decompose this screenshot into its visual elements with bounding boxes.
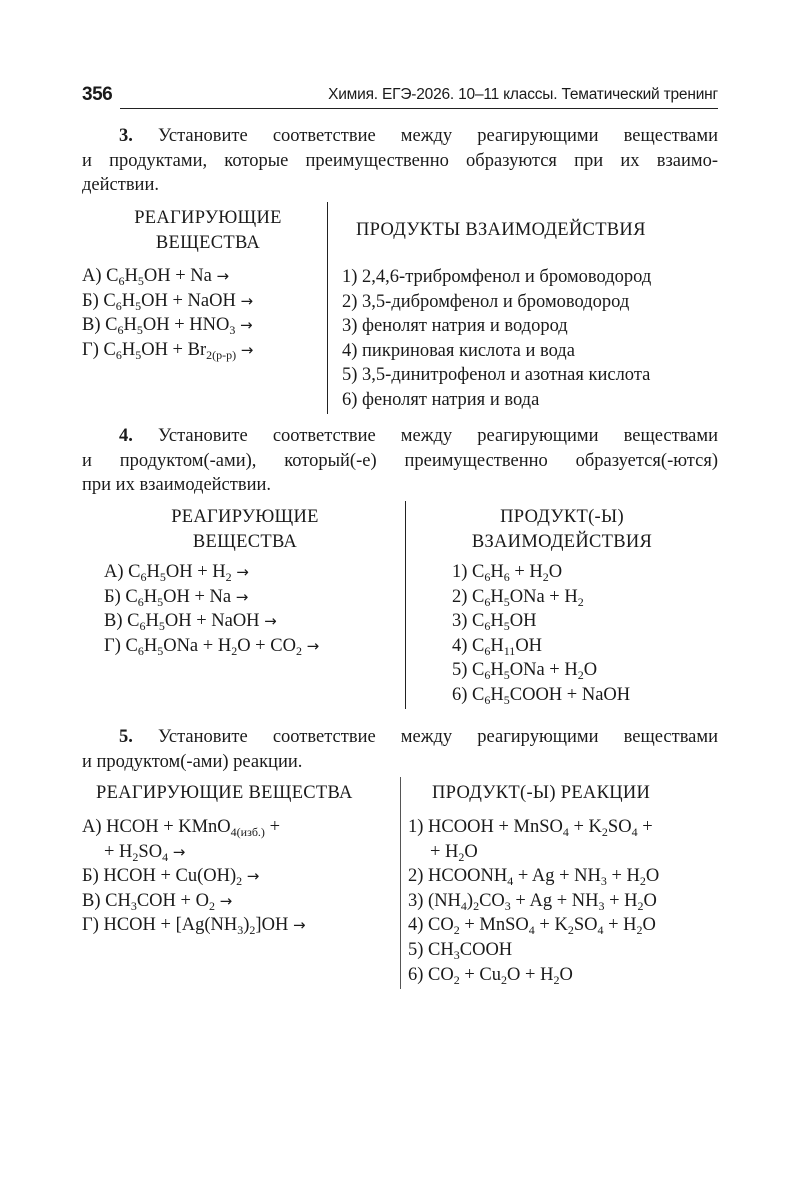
formula-text: OH + NaOH bbox=[164, 611, 265, 632]
subscript: 5 bbox=[137, 274, 144, 288]
task-3-table bbox=[82, 204, 718, 414]
task-4-prompt bbox=[82, 424, 718, 498]
task-prompt-line: при их взаимодействии. bbox=[82, 475, 272, 495]
formula-text: 2) HCOONH bbox=[408, 866, 508, 887]
formula-text: H bbox=[490, 635, 504, 656]
formula-text: O bbox=[645, 866, 660, 887]
task-prompt-line: 4. Установите соответствие между реагирующими веществами bbox=[119, 426, 719, 446]
subscript: 6 bbox=[137, 643, 144, 658]
subscript: 4 bbox=[507, 874, 514, 889]
formula-text: + H bbox=[603, 915, 637, 936]
task-number: 5. bbox=[119, 727, 133, 747]
page-header bbox=[82, 84, 718, 110]
formula-text: H bbox=[143, 586, 158, 607]
list-item bbox=[82, 289, 328, 314]
column-divider bbox=[405, 501, 406, 709]
subscript: 2 bbox=[553, 972, 560, 987]
formula-text: COOH bbox=[459, 939, 513, 960]
formula-text: 4) C bbox=[452, 635, 485, 656]
formula-text: ) bbox=[466, 890, 474, 911]
subscript: 6 bbox=[115, 347, 122, 362]
list-item bbox=[104, 585, 404, 610]
task-number: 3. bbox=[119, 126, 133, 146]
list-item bbox=[342, 388, 718, 413]
formula-text: CO bbox=[479, 890, 505, 911]
task-prompt-line: 3. Установите соответствие между реагирующими веществами bbox=[119, 126, 719, 146]
subscript: 2 bbox=[208, 898, 215, 913]
formula-text: OH + HNO bbox=[142, 315, 230, 336]
subscript: 6 bbox=[484, 668, 491, 683]
list-item-continuation bbox=[82, 840, 398, 865]
product-list bbox=[342, 265, 718, 413]
formula-text: H bbox=[123, 315, 137, 336]
formula-text: Б) C bbox=[82, 290, 116, 311]
subscript: 5 bbox=[503, 668, 510, 683]
formula-text: 6) CO bbox=[408, 964, 454, 985]
subscript: 3 bbox=[600, 874, 607, 889]
subscript: 2 bbox=[236, 874, 243, 889]
formula-text: В) C bbox=[82, 315, 118, 336]
formula-text: 5) 3,5-динитрофенол и азотная кислота bbox=[342, 365, 651, 386]
list-item bbox=[82, 338, 328, 363]
products-column bbox=[452, 505, 718, 708]
task-prompt-line: и продуктом(-ами), который(-е) преимущественно образуется(-ются) bbox=[82, 450, 718, 471]
subscript: 6 bbox=[503, 570, 510, 584]
running-title: Химия. ЕГЭ-2026. 10–11 классы. Тематический тренинг bbox=[328, 86, 718, 103]
formula-text: OH + Br bbox=[141, 339, 207, 360]
list-item bbox=[82, 264, 328, 289]
subscript: 5 bbox=[503, 594, 510, 609]
arrow-icon: → bbox=[306, 636, 320, 655]
formula-text: OH + Na bbox=[143, 266, 217, 286]
list-item bbox=[104, 560, 404, 585]
formula-text: COOH + NaOH bbox=[509, 684, 631, 705]
task-prompt-line: и продуктом(-ами) реакции. bbox=[82, 751, 303, 772]
formula-text: В) C bbox=[104, 611, 140, 632]
formula-text: H bbox=[490, 611, 504, 632]
formula-text: 1) 2,4,6-трибромфенол и бромоводород bbox=[342, 267, 652, 287]
formula-text: H bbox=[121, 290, 136, 311]
formula-text: + H bbox=[604, 890, 638, 911]
subscript: 6 bbox=[139, 619, 146, 634]
subscript: 5 bbox=[503, 619, 510, 634]
subscript: 2 bbox=[231, 643, 238, 658]
formula-text: 3) фенолят натрия и водород bbox=[342, 316, 568, 337]
formula-text: 1) C bbox=[452, 562, 485, 582]
formula-text: O bbox=[548, 562, 563, 582]
arrow-icon: → bbox=[240, 340, 254, 359]
products-column bbox=[408, 781, 718, 987]
formula-text: Г) C bbox=[104, 635, 138, 656]
subscript: 2 bbox=[567, 923, 574, 938]
subscript: 2 bbox=[249, 923, 256, 938]
subscript: 2 bbox=[458, 849, 465, 864]
formula-text: 6) фенолят натрия и вода bbox=[342, 389, 540, 410]
list-item bbox=[452, 634, 718, 659]
formula-text: Б) HCOH + Cu(OH) bbox=[82, 866, 237, 887]
formula-text: ONa + H bbox=[163, 635, 232, 656]
list-item bbox=[342, 290, 718, 315]
arrow-icon: → bbox=[172, 842, 186, 861]
reactants-header: РЕАГИРУЮЩИЕ ВЕЩЕСТВА bbox=[134, 208, 282, 253]
formula-text: 2) 3,5-дибромфенол и бромоводород bbox=[342, 291, 630, 312]
subscript: 4(изб.) bbox=[230, 825, 265, 839]
task-5-prompt bbox=[82, 725, 718, 774]
formula-text: А) HCOH + KMnO bbox=[82, 817, 231, 837]
formula-text: + H bbox=[104, 841, 133, 862]
list-item bbox=[452, 683, 718, 708]
subscript: 4 bbox=[528, 923, 535, 938]
formula-text: ]OH bbox=[255, 915, 293, 936]
formula-text: OH + NaOH bbox=[141, 290, 241, 311]
subscript: 2 bbox=[601, 825, 608, 839]
product-list bbox=[452, 560, 718, 708]
formula-text: H bbox=[490, 586, 504, 607]
subscript: 5 bbox=[136, 323, 143, 338]
formula-text: 5) CH bbox=[408, 939, 454, 960]
subscript: 3 bbox=[504, 898, 511, 913]
subscript: 6 bbox=[115, 298, 122, 313]
column-divider bbox=[400, 777, 401, 989]
list-item bbox=[82, 864, 398, 889]
formula-text: O bbox=[642, 915, 656, 936]
column-divider bbox=[327, 202, 328, 414]
formula-text: O + H bbox=[507, 964, 554, 985]
subscript: 2 bbox=[501, 972, 508, 987]
list-item bbox=[342, 339, 718, 364]
formula-text: + H bbox=[606, 866, 640, 887]
task-prompt-line: 5. Установите соответствие между реагирующими веществами bbox=[119, 727, 719, 747]
task-number: 4. bbox=[119, 426, 133, 446]
formula-text: H bbox=[121, 339, 136, 360]
arrow-icon: → bbox=[216, 267, 230, 285]
formula-text: O bbox=[464, 841, 478, 862]
task-5-table bbox=[82, 781, 718, 991]
subscript: 5 bbox=[135, 347, 142, 362]
arrow-icon: → bbox=[246, 867, 260, 886]
formula-text: 1) HCOOH + MnSO bbox=[408, 817, 563, 837]
subscript: 6 bbox=[118, 274, 125, 288]
arrow-icon: → bbox=[235, 587, 249, 606]
arrow-icon: → bbox=[240, 291, 254, 310]
formula-text: 4) пикриновая кислота и вода bbox=[342, 340, 575, 361]
list-item bbox=[408, 913, 718, 938]
list-item bbox=[408, 864, 718, 889]
subscript: 2 bbox=[132, 849, 139, 864]
list-item bbox=[408, 938, 718, 963]
subscript: 2 bbox=[453, 923, 460, 938]
reactant-list bbox=[82, 264, 328, 362]
subscript: 6 bbox=[140, 570, 147, 584]
subscript: 5 bbox=[503, 692, 510, 707]
reactants-header: РЕАГИРУЮЩИЕ ВЕЩЕСТВА bbox=[171, 507, 319, 552]
formula-text: Б) C bbox=[104, 586, 138, 607]
arrow-icon: → bbox=[239, 316, 253, 335]
list-item bbox=[342, 265, 718, 290]
formula-text: + Cu bbox=[459, 964, 502, 985]
formula-text: H bbox=[490, 684, 504, 705]
subscript: 11 bbox=[503, 643, 516, 658]
list-item bbox=[104, 634, 404, 659]
formula-text: OH bbox=[515, 635, 543, 656]
header-rule bbox=[120, 108, 718, 109]
task-3-prompt bbox=[82, 124, 718, 198]
subscript: 3 bbox=[453, 947, 460, 962]
subscript: 2 bbox=[453, 972, 460, 987]
formula-text: H bbox=[124, 266, 138, 286]
task-4-table bbox=[82, 505, 718, 715]
formula-text: SO bbox=[138, 841, 163, 862]
formula-text: Г) C bbox=[82, 339, 116, 360]
formula-text: ONa + H bbox=[509, 586, 578, 607]
arrow-icon: → bbox=[236, 563, 249, 581]
formula-text: + bbox=[637, 817, 653, 837]
list-item bbox=[342, 363, 718, 388]
formula-text: H bbox=[146, 562, 160, 582]
formula-text: 2) C bbox=[452, 586, 485, 607]
list-item bbox=[342, 314, 718, 339]
subscript: 6 bbox=[484, 570, 491, 584]
subscript: 2 bbox=[225, 570, 232, 584]
formula-text: А) C bbox=[82, 266, 119, 286]
task-prompt-line: и продуктами, которые преимущественно образуются при их взаимо- bbox=[82, 150, 718, 171]
formula-text: + MnSO bbox=[459, 915, 529, 936]
subscript: 3 bbox=[130, 898, 137, 913]
subscript: 2 bbox=[636, 923, 643, 938]
formula-text: O bbox=[559, 964, 573, 985]
list-item bbox=[452, 585, 718, 610]
product-list bbox=[408, 815, 718, 987]
formula-text: А) C bbox=[104, 562, 141, 582]
subscript: 2 bbox=[577, 668, 584, 683]
formula-text: SO bbox=[573, 915, 598, 936]
subscript: 3 bbox=[598, 898, 605, 913]
subscript: 6 bbox=[484, 643, 491, 658]
formula-text: O bbox=[583, 660, 598, 681]
list-item bbox=[82, 313, 328, 338]
formula-text: ONa + H bbox=[509, 660, 578, 681]
subscript: 5 bbox=[157, 594, 164, 609]
subscript: 2 bbox=[637, 898, 644, 913]
formula-text: 3) (NH bbox=[408, 890, 461, 911]
subscript: 2 bbox=[542, 570, 549, 584]
formula-text: O bbox=[643, 890, 657, 911]
subscript: 4 bbox=[562, 825, 569, 839]
subscript: 2 bbox=[295, 643, 302, 658]
formula-text: H bbox=[143, 635, 158, 656]
formula-text: COH + O bbox=[136, 890, 209, 911]
formula-text: 5) C bbox=[452, 660, 485, 681]
formula-text: 3) C bbox=[452, 611, 485, 632]
subscript: 3 bbox=[229, 323, 236, 338]
reactants-header: РЕАГИРУЮЩИЕ ВЕЩЕСТВА bbox=[96, 783, 353, 803]
arrow-icon: → bbox=[264, 612, 277, 631]
list-item-continuation bbox=[408, 840, 718, 865]
products-header: ПРОДУКТ(-Ы) ВЗАИМОДЕЙСТВИЯ bbox=[471, 507, 653, 552]
formula-text: Г) HCOH + [Ag(NH bbox=[82, 915, 238, 936]
subscript: 4 bbox=[597, 923, 604, 938]
list-item bbox=[408, 963, 718, 988]
arrow-icon: → bbox=[292, 916, 306, 935]
subscript: 4 bbox=[162, 849, 169, 864]
reactants-column bbox=[82, 781, 398, 938]
formula-text: H bbox=[490, 660, 504, 681]
subscript: 5 bbox=[135, 298, 142, 313]
formula-text: 6) C bbox=[452, 684, 485, 705]
reactant-list bbox=[104, 560, 404, 658]
subscript: 2 bbox=[577, 594, 584, 609]
formula-text: ) bbox=[243, 915, 250, 936]
formula-text: 4) CO bbox=[408, 915, 454, 936]
formula-text: O + CO bbox=[237, 635, 296, 656]
formula-text: + K bbox=[534, 915, 568, 936]
subscript: 4 bbox=[631, 825, 638, 839]
formula-text: + bbox=[264, 817, 280, 837]
page-number: 356 bbox=[82, 84, 113, 105]
subscript: 6 bbox=[484, 619, 491, 634]
formula-text: H bbox=[145, 611, 159, 632]
formula-text: OH + Na bbox=[163, 586, 236, 607]
formula-text: + H bbox=[509, 562, 543, 582]
subscript: 5 bbox=[159, 570, 166, 584]
list-item bbox=[408, 815, 718, 840]
task-prompt-line: действии. bbox=[82, 175, 159, 195]
subscript: 4 bbox=[460, 898, 467, 913]
subscript: 3 bbox=[237, 923, 244, 938]
products-header: ПРОДУКТ(-Ы) РЕАКЦИИ bbox=[432, 783, 651, 803]
list-item bbox=[82, 815, 398, 840]
reactants-column bbox=[82, 204, 328, 362]
products-column bbox=[342, 204, 718, 413]
subscript: 2 bbox=[473, 898, 480, 913]
formula-text: + H bbox=[430, 841, 459, 862]
formula-text: OH + H bbox=[165, 562, 226, 582]
reactant-list bbox=[82, 815, 398, 938]
formula-text: + K bbox=[568, 817, 602, 837]
list-item bbox=[452, 658, 718, 683]
subscript: 6 bbox=[484, 594, 491, 609]
subscript: 5 bbox=[158, 619, 165, 634]
formula-text: + Ag + NH bbox=[513, 866, 601, 887]
formula-text: OH bbox=[509, 611, 537, 632]
subscript: 6 bbox=[137, 594, 144, 609]
subscript: 2(р-р) bbox=[206, 347, 237, 362]
list-item bbox=[452, 609, 718, 634]
list-item bbox=[82, 889, 398, 914]
reactants-column bbox=[104, 505, 404, 658]
arrow-icon: → bbox=[219, 891, 233, 910]
subscript: 6 bbox=[117, 323, 124, 338]
products-header: ПРОДУКТЫ ВЗАИМОДЕЙСТВИЯ bbox=[356, 220, 646, 240]
subscript: 5 bbox=[157, 643, 164, 658]
formula-text: + Ag + NH bbox=[510, 890, 599, 911]
list-item bbox=[452, 560, 718, 585]
list-item bbox=[82, 913, 398, 938]
subscript: 6 bbox=[484, 692, 491, 707]
subscript: 2 bbox=[639, 874, 646, 889]
formula-text: H bbox=[490, 562, 504, 582]
list-item bbox=[408, 889, 718, 914]
list-item bbox=[104, 609, 404, 634]
formula-text: В) CH bbox=[82, 890, 131, 911]
formula-text: SO bbox=[607, 817, 632, 837]
